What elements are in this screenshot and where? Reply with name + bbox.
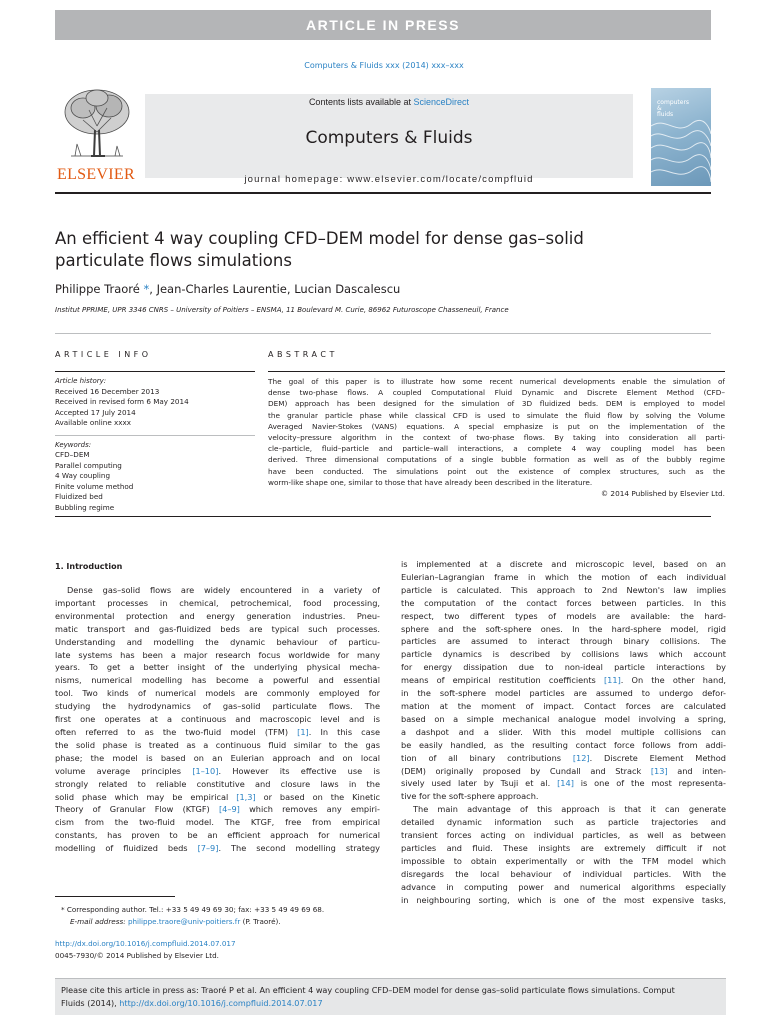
keyword[interactable]: Parallel computing — [55, 460, 122, 470]
text-line: sively used later by Tsuji et al. [14] is one of the most representa- — [401, 778, 726, 789]
text-line: volume average principles [1–10]. However its effective use is — [55, 765, 380, 776]
history-item: Accepted 17 July 2014 — [55, 407, 136, 417]
abstract-copyright: © 2014 Published by Elsevier Ltd. — [600, 489, 725, 499]
citation-text: Please cite this article in press as: Traoré P et al. An efficient 4 way coupling CFD–DEM model for dense gas–solid particulate flows simulations. Comput Fluids (2014), http://dx.doi.org/10.1016/j.compfluid.2014.07.017 — [61, 985, 675, 1008]
affiliation: Institut PPRIME, UPR 3346 CNRS – University of Poitiers – ENSMA, 11 Boulevard M. Curie, 86962 Futuroscope Chasseneuil, France — [55, 306, 509, 314]
citation-doi-link[interactable]: http://dx.doi.org/10.1016/j.compfluid.2014.07.017 — [119, 998, 323, 1008]
history-item: Received in revised form 6 May 2014 — [55, 397, 189, 406]
author-email-link[interactable]: philippe.traore@univ-poitiers.fr — [127, 916, 241, 926]
text-line: often referred to as the two-fluid model (TFM) [1]. In this case — [55, 726, 380, 737]
citation-link[interactable]: [13] — [650, 765, 668, 776]
text-line: modelling of fluidized beds [7–9]. The second modelling strategy — [55, 843, 380, 854]
citation-link[interactable]: [12] — [572, 752, 590, 763]
title-divider — [55, 333, 711, 334]
cite-this-article-box — [55, 978, 726, 1015]
article-info-rule — [55, 371, 255, 372]
history-label: Article history: — [55, 377, 107, 385]
doi-link[interactable]: http://dx.doi.org/10.1016/j.compfluid.2014.07.017 — [55, 939, 236, 948]
citation-link[interactable]: [11] — [603, 675, 621, 686]
journal-masthead — [55, 86, 711, 188]
article-in-press-banner: ARTICLE IN PRESS — [55, 10, 711, 40]
sciencedirect-link[interactable]: ScienceDirect — [413, 97, 470, 107]
article-info-heading: ARTICLE INFO — [55, 350, 152, 359]
text-line: solid phase which may be empirical [1,3] or based on the Kinetic — [55, 791, 380, 802]
history-item: Received 16 December 2013 — [55, 386, 160, 396]
body-left-column: Dense gas–solid flows are widely encountered in a variety of important processes in chemical, petrochemical, food processing, environmental protection and energy generation industries. Pneu- matic transport and gas-fluidized beds are typical such processes. Understanding and modelling the dynamic behaviour of particu- late systems has been a major research focus worldwide for many years. To get a better insight of the underlying physical mecha- nisms, numerical modelling has become a powerful and essential tool. Two kinds of numerical models are commonly employed for studying the hydrodynamics of gas–solid particulate flows. The first one operates at a continuous and macroscopic level and is often referred to as the two-fluid model (TFM) [1]. In this case the solid phase is treated as a continuous fluid similar to the gas phase; the model is based on an Eulerian approach and on local volume average principles [1–10]. However its effective use is strongly related to reliable constitutive and closure laws in the solid phase which may be empirical [1,3] or based on the Kinetic Theory of Granular Flow (KTGF) [4–9] which removes any empiri- cism from the two-fluid model. The KTGF, free from empirical constants, has proven to be an efficient approach for numerical modelling of fluidized beds [7–9]. The second modelling strategy — [55, 585, 380, 854]
abstract-bottom-divider — [55, 516, 711, 517]
history-item: Available online xxxx — [55, 418, 132, 427]
issn-line: 0045-7930/© 2014 Published by Elsevier Ltd. — [55, 950, 219, 960]
citation-link[interactable]: [1] — [297, 726, 309, 737]
keywords-rule — [55, 435, 255, 436]
author-3[interactable]: Lucian Dascalescu — [294, 282, 401, 296]
doi-block — [55, 938, 455, 961]
text-line: means of empirical restitution coefficients [11]. On the other hand, — [401, 675, 726, 686]
keyword[interactable]: 4 Way coupling — [55, 471, 111, 480]
journal-cover-thumbnail[interactable] — [651, 88, 711, 186]
author-1[interactable]: Philippe Traoré — [55, 282, 140, 296]
elsevier-tree-icon — [61, 86, 133, 164]
citation-link[interactable]: [7–9] — [197, 843, 219, 854]
cover-title: computers & fluids — [657, 99, 690, 118]
journal-reference-link[interactable]: Computers & Fluids xxx (2014) xxx–xxx — [304, 61, 464, 70]
journal-homepage-link[interactable]: journal homepage: www.elsevier.com/locate/compfluid — [244, 174, 534, 185]
citation-link[interactable]: [1–10] — [192, 765, 219, 776]
keyword[interactable]: CFD–DEM — [55, 450, 90, 459]
keyword[interactable]: Fluidized bed — [55, 492, 103, 501]
masthead-divider — [55, 192, 711, 194]
keywords-label: Keywords: — [55, 440, 92, 449]
abstract-text: The goal of this paper is to illustrate how some recent numerical developments enable the simulation of dense two-phase flows. A coupled Computational Fluid Dynamic and Discrete Element Method (CFD– DEM) approach has been designed for the simulation of 3D fluidized beds. DEM is employed to model the granular particle phase while classical CFD is used to simulate the fluid flow by solving the Volume Averaged Navier-Stokes (VANS) equations. A special emphasize is put on the implementation of the velocity–pressure algorithm in the context of two-phase flows. By taking into consideration all parti- cle–particle, fluid–particle and particle–wall interactions, a complete 4 way coupling model has been derived. Three dimensional computations of a single bubble formation as well as of the bubbly regime have been conducted. The simulations point out the existence of complex structures, such as the worm-like shape one, similar to those that have already been described in the literature. © 2014 Published by Elsevier Ltd. — [268, 377, 725, 499]
text-line: tion of all binary contributions [12]. Discrete Element Method — [401, 752, 726, 763]
author-2[interactable]: Jean-Charles Laurentie — [156, 282, 287, 296]
footnote-divider — [55, 896, 175, 897]
keyword[interactable]: Bubbling regime — [55, 502, 115, 512]
corresponding-author-mark[interactable]: * — [143, 282, 150, 296]
cover-swirl-graphic — [651, 116, 711, 186]
publisher-name: ELSEVIER — [57, 166, 135, 183]
citation-link[interactable]: [1,3] — [236, 791, 256, 802]
body-right-column: is implemented at a discrete and microscopic level, based on an Eulerian–Lagrangian frame in which the motion of each individual particle is calculated. This approach to 2nd Newton's law implies the computation of the contact forces between particles. In this respect, two different types of models are available: the hard- sphere and the soft-sphere ones. In the hard-sphere model, rigid particles are assumed to interact through binary collisions. The particle dynamics is described by collisions laws which account for energy dissipation due to non-ideal particle interactions by means of empirical restitution coefficients [11]. On the other hand, in the soft-sphere model particles are assumed to undergo defor- mation at the moment of impact. Contact forces are calculated based on a simple mechanical analogue model involving a spring, a dashpot and a slider. With this model multiple collisions can be easily handled, as the resulting contact force follows from addi- tion of all binary contributions [12]. Discrete Element Method (DEM) originally proposed by Cundall and Strack [13] and inten- sively used later by Tsuji et al. [14] is one of the most representa- tive for the soft-sphere approach. The main advantage of this approach is that it can generate detailed dynamic information such as particle trajectories and transient forces acting on individual particles, as well as between particles and fluid. These insights are extremely difficult if not impossible to obtain experimentally or with the TFM model which disregards the local behaviour of individual particles. With the advance in computing power and numerical algorithms especially in neighbouring sorting, which is one of the most expensive tasks, — [401, 559, 726, 905]
text-line: Theory of Granular Flow (KTGF) [4–9] which removes any empiri- — [55, 804, 380, 815]
abstract-heading: ABSTRACT — [268, 350, 338, 359]
citation-link[interactable]: [14] — [557, 778, 574, 789]
journal-title[interactable]: Computers & Fluids — [305, 128, 473, 148]
author-list: Philippe Traoré *, Jean-Charles Laurentie, Lucian Dascalescu — [55, 282, 401, 296]
article-info-panel — [55, 350, 255, 513]
contents-available-line: Contents lists available at ScienceDirect — [308, 97, 470, 107]
text-line: (DEM) originally proposed by Cundall and Strack [13] and inten- — [401, 765, 726, 776]
journal-info-box — [145, 94, 633, 185]
corresponding-author-footnote: * Corresponding author. Tel.: +33 5 49 49 69 30; fax: +33 5 49 49 69 68. E-mail address: philippe.traore@univ-poitiers.fr (P. Traoré). — [61, 905, 325, 926]
keyword[interactable]: Finite volume method — [55, 481, 134, 491]
elsevier-logo[interactable] — [55, 86, 139, 188]
abstract-panel — [268, 350, 725, 499]
citation-link[interactable]: [4–9] — [218, 804, 240, 815]
abstract-rule — [268, 371, 725, 372]
section-heading-introduction: 1. Introduction — [55, 562, 123, 571]
paper-title: An efficient 4 way coupling CFD–DEM model for dense gas–solid particulate flows simulations — [55, 229, 584, 270]
